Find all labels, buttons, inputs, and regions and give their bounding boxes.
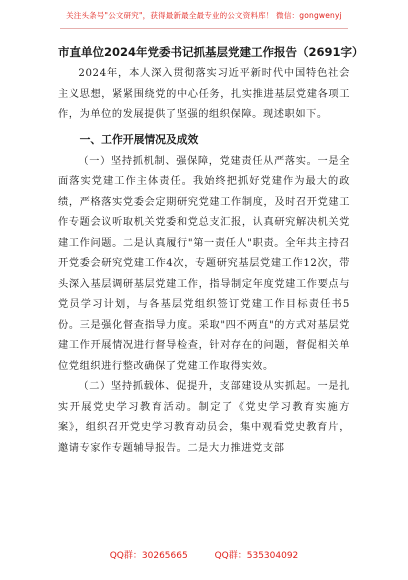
- intro-paragraph: 2024年，本人深入贯彻落实习近平新时代中国特色社会主义思想，紧紧围绕党的中心任务，扎实推进基层党建各项工作，为单位的发展提供了坚强的组织保障。现述职如下。: [58, 68, 350, 120]
- document-title: 市直单位2024年党委书记抓基层党建工作报告（2691字）: [58, 45, 364, 59]
- section-heading: 一、工作开展情况及成效: [79, 132, 199, 146]
- header-divider: [60, 28, 348, 29]
- footer-contacts: [0, 548, 408, 561]
- footer-qq-group-1: QQ群：30265665: [109, 551, 188, 561]
- body-paragraph-1: （一）坚持抓机制、强保障，党建责任从严落实。一是全面落实党建工作主体责任。我始终把抓好党建作为最大的政绩，严格落实党委会定期研究党建工作制度，及时召开党建工作专题会议听取机关党委和党总支汇报，认真研究解决机关党建工作问题。二是认真履行"第一责任人"职责。全年共主持召开党委会研究党建工作4次，专题研究基层党建工作12次，带头深入基层调研基层党建工作，指导制定年度党建工作要点与党员学习计划，与各基层党组织签订党建工作目标责任书5份。三是强化督查指导力度。采取"四不两直"的方式对基层党建工作开展情况进行督导检查，针对存在的问题，督促相关单位党组织进行整改确保了党建工作取得实效。: [58, 155, 350, 372]
- header-banner: 关注头条号"公文研究"，获得最新最全最专业的公文资料库！ 微信：gongwenyj: [66, 11, 342, 20]
- document-body: [58, 44, 364, 459]
- footer-qq-group-2: QQ群：535304092: [214, 551, 299, 561]
- body-paragraph-2: （二）坚持抓载体、促提升，支部建设从实抓起。一是扎实开展党史学习教育活动。制定了《党史学习教育实施方案》，组织召开党史学习教育动员会，集中观看党史教育片，邀请专家作专题辅导报告。二是大力推进党支部: [58, 381, 350, 454]
